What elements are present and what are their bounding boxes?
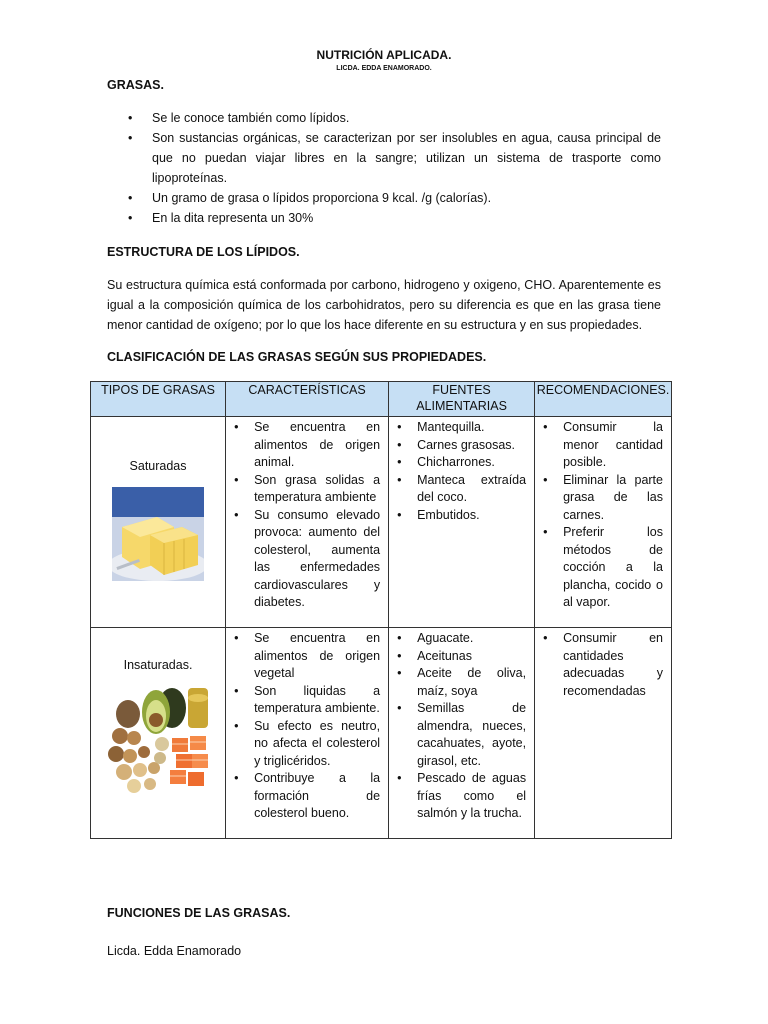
fuentes-cell — [389, 417, 535, 628]
list-item: • En la dita representa un 30% — [128, 208, 661, 228]
list-item: • Pescado de aguas frías como el salmón y la trucha. — [397, 770, 526, 823]
list-item: • Chicharrones. — [397, 454, 526, 472]
list-item: • Consumir la menor cantidad posible. — [543, 419, 663, 472]
list-item: • Aceite de oliva, maíz, soya — [397, 665, 526, 700]
list-item: • Se le conoce también como lípidos. — [128, 108, 661, 128]
footer-author: Licda. Edda Enamorado — [107, 944, 242, 958]
list-item: • Consumir en cantidades adecuadas y recomendadas — [543, 630, 663, 700]
document-subtitle: LICDA. EDDA ENAMORADO. — [336, 65, 432, 72]
fat-classification-table — [90, 381, 672, 839]
type-cell-saturadas — [91, 417, 226, 628]
list-item: • Preferir los métodos de cocción a la plancha, cocido o al vapor. — [543, 524, 663, 612]
type-label: Insaturadas. — [123, 658, 193, 672]
table-header-row — [91, 382, 672, 417]
caracteristicas-cell — [226, 628, 389, 839]
list-item: • Son liquidas a temperatura ambiente. — [234, 683, 380, 718]
list-item: • Se encuentra en alimentos de origen vegetal — [234, 630, 380, 683]
grasas-bullet-list — [128, 108, 661, 228]
list-item: • Manteca extraída del coco. — [397, 472, 526, 507]
list-item: • Un gramo de grasa o lípidos proporciona 9 kcal. /g (calorías). — [128, 188, 661, 208]
list-item: • Son grasa solidas a temperatura ambiente — [234, 472, 380, 507]
heading-funciones: FUNCIONES DE LAS GRASAS. — [107, 906, 291, 920]
header-fuentes: FUENTES ALIMENTARIAS — [389, 382, 535, 417]
type-label: Saturadas — [129, 459, 187, 473]
heading-clasificacion: CLASIFICACIÓN DE LAS GRASAS SEGÚN SUS PROPIEDADES. — [107, 350, 487, 364]
list-item: • Se encuentra en alimentos de origen animal. — [234, 419, 380, 472]
list-item: • Aceitunas — [397, 648, 526, 666]
list-item: • Carnes grasosas. — [397, 437, 526, 455]
recomendaciones-cell — [535, 417, 672, 628]
type-cell-insaturadas — [91, 628, 226, 839]
list-item: • Eliminar la parte grasa de las carnes. — [543, 472, 663, 525]
header-recomendaciones: RECOMENDACIONES. — [535, 382, 672, 417]
list-item: • Su efecto es neutro, no afecta el colesterol y triglicéridos. — [234, 718, 380, 771]
document-title: NUTRICIÓN APLICADA. — [316, 48, 452, 62]
table-row — [91, 628, 672, 839]
list-item: • Su consumo elevado provoca: aumento del colesterol, aumenta las enfermedades cardiovasculares y diabetes. — [234, 507, 380, 612]
list-item: • Aguacate. — [397, 630, 526, 648]
list-item: • Son sustancias orgánicas, se caracterizan por ser insolubles en agua, causa principal de que no puedan viajar libres en la sangre; utilizan un sistema de trasporte como lipoproteínas. — [128, 128, 661, 188]
butter-image — [112, 487, 204, 581]
list-item: • Semillas de almendra, nueces, cacahuates, ayote, girasol, etc. — [397, 700, 526, 770]
table-row — [91, 417, 672, 628]
list-item: • Mantequilla. — [397, 419, 526, 437]
list-item: • Contribuye a la formación de colesterol bueno. — [234, 770, 380, 823]
recomendaciones-cell — [535, 628, 672, 839]
nuts-avocado-salmon-image — [106, 686, 210, 804]
caracteristicas-cell — [226, 417, 389, 628]
header-caracteristicas: CARACTERÍSTICAS — [226, 382, 389, 417]
estructura-paragraph: Su estructura química está conformada por carbono, hidrogeno y oxigeno, CHO. Aparentemente es igual a la composición química de los carbohidratos, pero su diferencia es que en las grasa tiene menor cantidad de oxígeno; por lo que los hace diferente en su estructura y en sus propiedades. — [107, 278, 661, 332]
header-tipos: TIPOS DE GRASAS — [91, 382, 226, 417]
list-item: • Embutidos. — [397, 507, 526, 525]
heading-grasas: GRASAS. — [107, 78, 164, 92]
heading-estructura: ESTRUCTURA DE LOS LÍPIDOS. — [107, 245, 300, 259]
fuentes-cell — [389, 628, 535, 839]
